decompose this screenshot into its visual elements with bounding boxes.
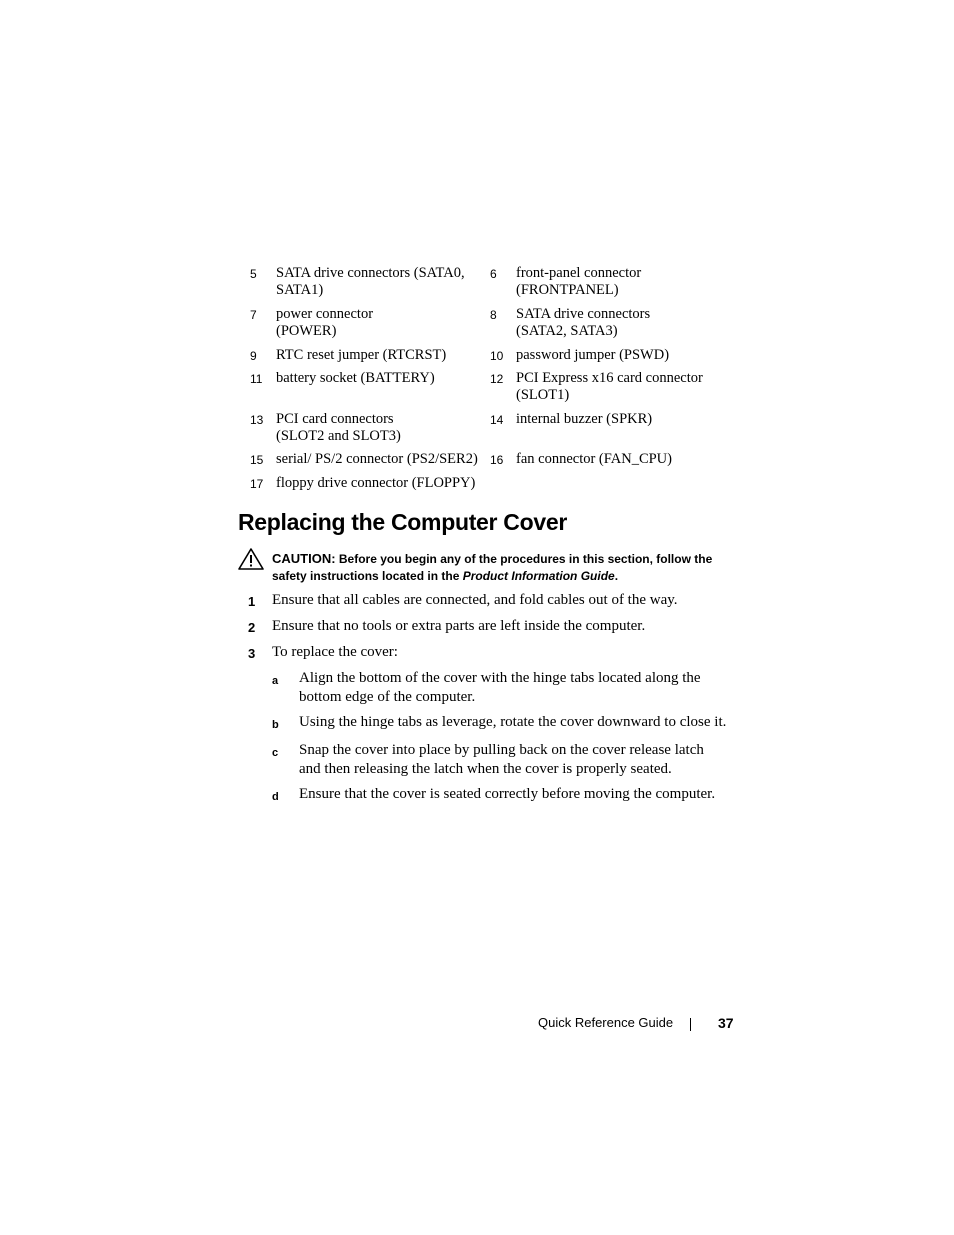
section-title: Replacing the Computer Cover: [238, 509, 567, 535]
legend-row: [250, 306, 730, 347]
legend-number: 9: [250, 349, 257, 363]
legend-text: front-panel connector (FRONTPANEL): [516, 265, 642, 298]
legend-number: [490, 475, 516, 497]
substep-item: [272, 785, 743, 807]
legend-item: [250, 347, 490, 370]
substep-text: Ensure that the cover is seated correctly before moving the computer.: [299, 786, 716, 802]
legend-row: [250, 347, 730, 370]
legend-text: SATA drive connectors (SATA2, SATA3): [516, 306, 651, 339]
caution-reference: Product Information Guide: [462, 569, 615, 583]
legend-number: 5: [250, 267, 257, 281]
legend-number: 16: [490, 453, 504, 467]
footer-separator: [690, 1018, 691, 1031]
step-text: Ensure that all cables are connected, and fold cables out of the way.: [272, 592, 678, 608]
substep-item: [272, 741, 743, 779]
legend-number: 6: [490, 267, 497, 281]
substep-item: [272, 713, 743, 735]
substep-letter: d: [272, 791, 279, 803]
legend-number: 7: [250, 308, 257, 322]
legend-number: 12: [490, 372, 504, 386]
legend-row: [250, 411, 730, 451]
procedure-steps: [248, 591, 743, 813]
legend-row: [250, 451, 730, 475]
legend-row: [250, 475, 730, 497]
legend-text: power connector (POWER): [276, 306, 374, 339]
footer-guide-title: Quick Reference Guide: [538, 1015, 674, 1030]
legend-text: floppy drive connector (FLOPPY): [276, 475, 476, 491]
legend-item: [250, 475, 490, 497]
connector-legend-table: [250, 265, 730, 497]
legend-number: 17: [250, 477, 264, 491]
legend-item: [250, 451, 490, 475]
legend-item: [490, 265, 730, 306]
legend-number: 11: [250, 372, 263, 386]
legend-item: [250, 370, 490, 411]
legend-item: [490, 347, 730, 370]
legend-text: serial/ PS/2 connector (PS2/SER2): [276, 451, 478, 467]
caution-end: .: [614, 569, 619, 583]
legend-text: internal buzzer (SPKR): [516, 411, 653, 427]
legend-row: [250, 370, 730, 411]
substep-list: [272, 669, 743, 807]
legend-item: [490, 370, 730, 411]
warning-triangle-icon: [238, 548, 264, 570]
substep-text: Using the hinge tabs as leverage, rotate the cover downward to close it.: [299, 714, 727, 730]
substep-letter: b: [272, 719, 279, 731]
legend-item: [490, 475, 730, 497]
caution-text: [272, 550, 732, 585]
legend-text: PCI card connectors (SLOT2 and SLOT3): [276, 411, 401, 444]
legend-text: fan connector (FAN_CPU): [516, 451, 672, 467]
step-text: Ensure that no tools or extra parts are left inside the computer.: [272, 618, 646, 634]
legend-text: RTC reset jumper (RTCRST): [276, 347, 447, 363]
substep-letter: c: [272, 747, 279, 759]
legend-item: [250, 306, 490, 347]
legend-item: [490, 451, 730, 475]
legend-number: 15: [250, 453, 264, 467]
step-number: 1: [248, 594, 256, 609]
legend-number: 14: [490, 413, 504, 427]
legend-row: [250, 265, 730, 306]
legend-number: 10: [490, 349, 504, 363]
legend-text: [516, 475, 726, 497]
legend-text: PCI Express x16 card connector (SLOT1): [516, 370, 703, 403]
legend-item: [490, 411, 730, 451]
legend-text: battery socket (BATTERY): [276, 370, 435, 386]
legend-item: [250, 265, 490, 306]
legend-text: password jumper (PSWD): [516, 347, 670, 363]
substep-item: [272, 669, 743, 707]
page-number: 37: [718, 1015, 734, 1031]
legend-item: [490, 306, 730, 347]
substep-text: Align the bottom of the cover with the hinge tabs located along the bottom edge of the computer.: [299, 670, 701, 705]
caution-label: CAUTION:: [272, 551, 336, 566]
step-number: 2: [248, 620, 256, 635]
legend-text: SATA drive connectors (SATA0, SATA1): [276, 265, 465, 298]
substep-letter: a: [272, 675, 279, 687]
legend-item: [250, 411, 490, 451]
caution-body: Before you begin any of the procedures in this section, follow the safety instructions located in the: [272, 552, 713, 583]
step-number: 3: [248, 646, 256, 661]
legend-number: 13: [250, 413, 264, 427]
step-item: [248, 617, 743, 637]
step-text: To replace the cover:: [272, 644, 398, 660]
substep-text: Snap the cover into place by pulling back on the cover release latch and then releasing the latch when the cover is properly seated.: [299, 742, 704, 777]
legend-number: 8: [490, 308, 497, 322]
step-item: [248, 591, 743, 611]
step-item: [248, 643, 743, 663]
